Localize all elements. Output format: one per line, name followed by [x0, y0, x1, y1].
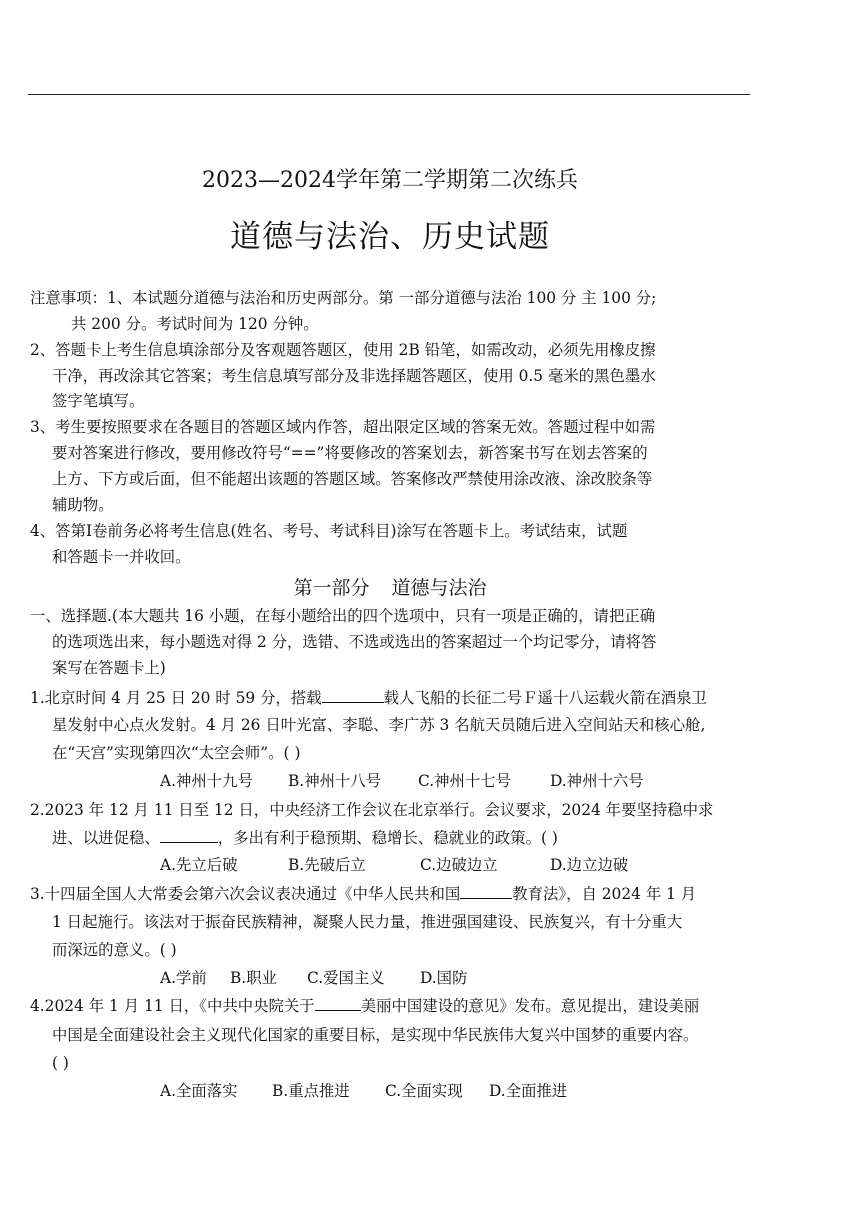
option-c: C.爱国主义 [307, 969, 385, 987]
question-2-stem-cont: ，多出有利于稳预期、稳增长、稳就业的政策。( ) [217, 829, 558, 847]
option-b: B.先破后立 [288, 856, 366, 874]
question-2-line-2 [52, 828, 558, 848]
answer-blank [322, 688, 384, 703]
option-d: D.边立边破 [550, 856, 629, 874]
question-3-line-3: 而深远的意义。( ) [52, 941, 177, 959]
instruction-line-2: 的选项选出来，每小题选对得 2 分，选错、不选或选出的答案超过一个均记零分，请将答 [52, 633, 657, 651]
option-c: C.边破边立 [420, 856, 498, 874]
question-4-options [160, 1081, 567, 1101]
option-b: B.重点推进 [272, 1082, 350, 1100]
question-4-line-2: 中国是全面建设社会主义现代化国家的重要目标，是实现中华民族伟大复兴中国梦的重要内容。 [52, 1026, 699, 1044]
option-c: C.全面实现 [385, 1082, 463, 1100]
question-2-options [160, 855, 628, 875]
question-1-line-3: 在“天宫”实现第四次“太空会师”。( ) [52, 744, 301, 762]
option-d: D.全面推进 [489, 1082, 568, 1100]
answer-blank [315, 996, 361, 1011]
note-line-2: 共 200 分。考试时间为 120 分钟。 [71, 315, 319, 333]
option-d: D.国防 [420, 969, 468, 987]
question-1-options [160, 771, 644, 791]
question-1-stem-cont: 载人飞船的长征二号Ｆ遥十八运载火箭在酒泉卫 [383, 689, 707, 707]
section-subject: 道德与法治 [391, 577, 487, 599]
question-4-line-1 [30, 996, 699, 1016]
question-4-stem: 4.2024 年 1 月 11 日，《中共中央院关于 [30, 997, 315, 1015]
question-3-stem-cont: 教育法》，自 2024 年 1 月 [512, 885, 697, 903]
question-3-line-1 [30, 884, 696, 904]
question-4-line-3: ( ) [52, 1054, 69, 1072]
exam-title-line1: 2023—2024学年第二学期第二次练兵 [202, 168, 578, 193]
note-line-9: 辅助物。 [52, 496, 114, 514]
question-4-stem-cont: 美丽中国建设的意见》发布。意见提出，建设美丽 [360, 997, 700, 1015]
note-line-11: 和答题卡一并收回。 [52, 548, 191, 566]
note-line-1: 注意事项：1、本试题分道德与法治和历史两部分。第 一部分道德与法治 100 分 主 100 分; [30, 289, 657, 307]
exam-title-line2: 道德与法治、历史试题 [230, 219, 550, 255]
option-a: A.先立后破 [160, 856, 238, 874]
note-line-6: 3、考生要按照要求在各题目的答题区域内作答，超出限定区域的答案无效。答题过程中如需 [30, 418, 656, 436]
header-rule [28, 94, 750, 95]
option-a: A.学前 [160, 969, 207, 987]
option-b: B.职业 [230, 969, 277, 987]
question-3-options [160, 968, 467, 988]
option-c: C.神州十七号 [418, 772, 512, 790]
question-2-stem: 进、以进促稳、 [52, 829, 160, 847]
question-1-line-2: 星发射中心点火发射。4 月 26 日叶光富、李聪、李广苏 3 名航天员随后进入空间站天和核心舱, [52, 716, 706, 734]
option-a: A.全面落实 [160, 1082, 238, 1100]
note-line-10: 4、答第Ⅰ卷前务必将考生信息(姓名、考号、考试科目)涂写在答题卡上。考试结束，试题 [30, 522, 628, 540]
question-2-line-1: 2.2023 年 12 月 11 日至 12 日，中央经济工作会议在北京举行。会议要求，2024 年要坚持稳中求 [30, 801, 714, 819]
instruction-line-1: 一、选择题.(本大题共 16 小题，在每小题给出的四个选项中，只有一项是正确的，请把正确 [30, 607, 656, 625]
note-line-8: 上方、下方或后面，但不能超出该题的答题区域。答案修改严禁使用涂改液、涂改胶条等 [52, 470, 653, 488]
answer-blank [160, 828, 218, 843]
note-line-4: 干净，再改涂其它答案；考生信息填写部分及非选择题答题区，使用 0.5 毫米的黑色墨水 [52, 367, 656, 385]
question-3-line-2: 1 日起施行。该法对于振奋民族精神，凝聚人民力量，推进强国建设、民族复兴，有十分重大 [52, 913, 683, 931]
option-a: A.神州十九号 [160, 772, 253, 790]
option-d: D.神州十六号 [550, 772, 644, 790]
instruction-line-3: 案写在答题卡上) [52, 659, 166, 677]
question-1-line-1 [30, 688, 707, 708]
note-line-3: 2、答题卡上考生信息填涂部分及客观题答题区，使用 2B 铅笔，如需改动，必须先用橡皮擦 [30, 341, 656, 359]
option-b: B.神州十八号 [288, 772, 382, 790]
note-line-7: 要对答案进行修改，要用修改符号“==”将要修改的答案划去，新答案书写在划去答案的 [52, 444, 648, 462]
question-3-stem: 3.十四届全国人大常委会第六次会议表决通过《中华人民共和国 [30, 885, 461, 903]
question-1-stem: 1.北京时间 4 月 25 日 20 时 59 分，搭载 [30, 689, 322, 707]
note-line-5: 签字笔填写。 [52, 392, 145, 410]
section-part: 第一部分 [293, 577, 370, 599]
answer-blank [460, 884, 512, 899]
section-heading [0, 573, 780, 600]
